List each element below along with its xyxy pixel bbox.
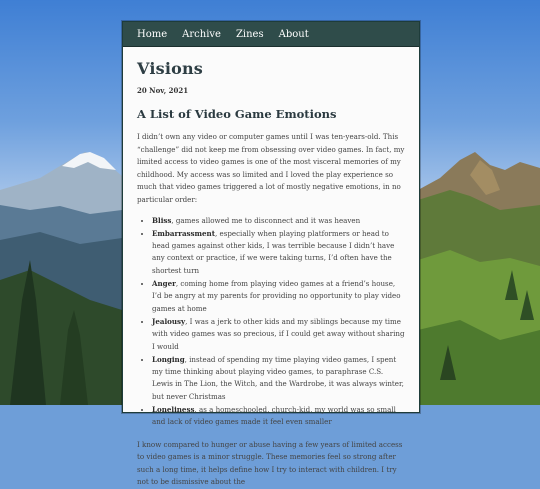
emotion-description: , instead of spending my time playing video games, I spent my time thinking about playing video games, to paraphrase C.S. Lewis in The Lion, the Witch, and the Wardrobe, it was always winter, but never Christmas bbox=[152, 354, 404, 401]
list-item bbox=[152, 228, 405, 277]
post-title: A List of Video Game Emotions bbox=[137, 107, 337, 121]
emotion-term: Embarrassment bbox=[152, 228, 215, 238]
nav-zines-link[interactable]: Zines bbox=[235, 28, 264, 40]
list-item bbox=[152, 215, 405, 227]
nav-archive-link[interactable]: Archive bbox=[182, 28, 221, 40]
emotion-term: Loneliness bbox=[152, 405, 195, 415]
list-item bbox=[152, 316, 405, 353]
emotion-term: Longing bbox=[152, 354, 185, 364]
emotion-description: , as a homeschooled, church-kid, my world was so small and lack of video games made it feel even smaller bbox=[152, 405, 396, 427]
emotion-description: , coming home from playing video games at a friend’s house, I’d be angry at my parents for providing no opportunity to play video games at home bbox=[152, 279, 401, 313]
nav-about-link[interactable]: About bbox=[278, 28, 309, 40]
top-nav bbox=[123, 22, 419, 47]
article-content bbox=[123, 47, 419, 489]
post-date: 20 Nov, 2021 bbox=[137, 86, 189, 95]
emotion-term: Bliss bbox=[152, 215, 172, 225]
page-title: Visions bbox=[137, 59, 204, 78]
list-item bbox=[152, 354, 405, 403]
emotion-description: , I was a jerk to other kids and my siblings because my time with video games was so precious, if I could get away without sharing I would bbox=[152, 316, 405, 351]
emotion-term: Jealousy bbox=[152, 316, 186, 326]
emotion-description: , games allowed me to disconnect and it was heaven bbox=[171, 215, 361, 225]
emotion-description: , especially when playing platformers or head to head games against other kids, I was terrible because I didn’t have any context or practice, if we were taking turns, I’d often have the shortest turn bbox=[152, 228, 395, 275]
article-card bbox=[122, 21, 420, 487]
closing-paragraph: I know compared to hunger or abuse having a few years of limited access to video games is a minor struggle. These memories feel so strong after such a long time, it helps define how I try to interact with children. I try not to be dismissive about the bbox=[137, 439, 403, 487]
intro-paragraph: I didn’t own any video or computer games until I was ten-years-old. This “challenge” did not keep me from obsessing over video games. In fact, my limited access to video games is one of the most visceral memories of my childhood. My access was so limited and I loved the play experience so much that video games triggered a lot of mostly negative emotions, in no particular order: bbox=[137, 132, 405, 204]
emotion-list bbox=[137, 215, 405, 429]
nav-home-link[interactable]: Home bbox=[137, 28, 168, 40]
list-item bbox=[152, 278, 405, 315]
list-item bbox=[152, 404, 405, 429]
emotion-term: Anger bbox=[152, 279, 176, 289]
